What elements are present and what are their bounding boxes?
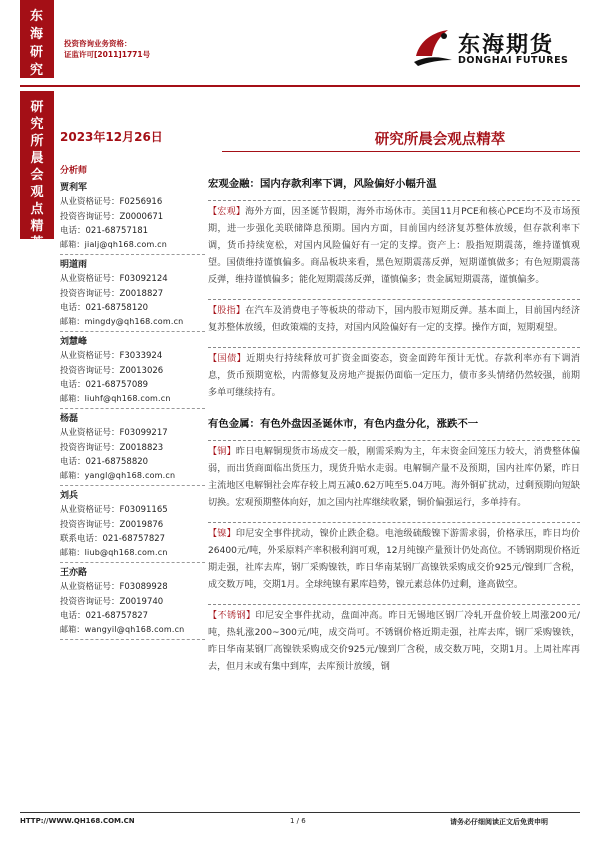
- side-report-tag: [20, 91, 54, 251]
- paragraph-copper: [208, 440, 580, 512]
- analyst-consult-cert: 投资咨询证号：Z0018823: [60, 442, 164, 453]
- company-logo: [410, 26, 580, 70]
- analyst-label: 分析师: [60, 166, 88, 176]
- analyst-card: [60, 181, 205, 255]
- paragraph-divider: [208, 200, 580, 201]
- top-section-tag: [20, 0, 54, 78]
- analyst-name: 杨磊: [60, 414, 79, 425]
- paragraph-divider: [208, 604, 580, 605]
- analyst-card: [60, 412, 205, 486]
- analyst-email: 邮箱：wangyil@qh168.com.cn: [60, 623, 205, 640]
- analyst-card: [60, 489, 205, 563]
- analyst-panel: [60, 164, 205, 641]
- qualification-line-2: 证监许可[2011]1771号: [64, 50, 151, 59]
- analyst-email: 邮箱：jialj@qh168.com.cn: [60, 238, 205, 255]
- analyst-card: [60, 335, 205, 409]
- analyst-email: 邮箱：liub@qh168.com.cn: [60, 546, 205, 563]
- analyst-phone: 电话：021-68758820: [60, 456, 149, 467]
- analyst-consult-cert: 投资咨询证号：Z0019740: [60, 596, 164, 607]
- footer-website-link[interactable]: HTTP://WWW.QH168.COM.CN: [20, 817, 135, 825]
- logo-english-name: DONGHAI FUTURES: [458, 55, 569, 66]
- footer-divider: [20, 812, 580, 813]
- paragraph-divider: [208, 522, 580, 523]
- analyst-cert: 从业资格证号：F0256916: [60, 197, 163, 208]
- report-date: 2023年12月26日: [60, 130, 163, 144]
- paragraph-divider: [208, 299, 580, 300]
- paragraph-lead: 【镍】: [208, 529, 236, 539]
- logo-mark-icon: [410, 26, 454, 68]
- analyst-cert: 从业资格证号：F03099217: [60, 428, 168, 439]
- analyst-phone: 电话：021-68758120: [60, 302, 149, 313]
- logo-chinese-name: 东海期货: [458, 32, 555, 58]
- header-divider: [20, 85, 580, 87]
- paragraph-text: 印尼安全事件扰动，盘面冲高。昨日无锡地区钢厂冷轧开盘价较上周涨200元/吨，热轧涨200~300元/吨，成交尚可。不锈钢价格近期走强，社库去库，钢厂采购镍铁，昨日华南某钢厂高镍铁采购成交价925元/镍到厂含税，成交数万吨，交期1月。上周社库再去，但月末或有集中到库，去库预计放缓，钢: [208, 611, 580, 672]
- paragraph-lead: 【股指】: [208, 306, 246, 316]
- analyst-consult-cert: 投资咨询证号：Z0000671: [60, 211, 164, 222]
- paragraph-divider: [208, 440, 580, 441]
- paragraph-macro: [208, 200, 580, 289]
- paragraph-text: 在汽车及消费电子等板块的带动下，国内股市短期反弹。基本面上，目前国内经济复苏整体放缓，但政策端的支持，对国内风险偏好有一定的支撑。操作方面，短期观望。: [208, 306, 580, 333]
- analyst-consult-cert: 投资咨询证号：Z0019876: [60, 519, 164, 530]
- paragraph-lead: 【不锈钢】: [208, 611, 256, 621]
- side-tag-text: 研究所晨会观点精萃: [30, 100, 44, 251]
- disclaimer-note: 请务必仔细阅读正文后免责申明: [450, 818, 548, 826]
- paragraph-text: 昨日电解铜现货市场成交一般，刚需采购为主，年末资金回笼压力较大，消费整体偏弱，而出货商面临出货压力，现货升贴水走弱。电解铜产量不及预期，国内社库仍紧，昨日主流地区电解铜社会库存较上周五减0.62万吨至5.04万吨。海外铜矿扰动，过剩预期向短缺切换。宏观预期整体向好，加之国内社库继续收紧，铜价偏强运行，多单持有。: [208, 447, 580, 508]
- analyst-card: [60, 258, 205, 332]
- paragraph-text: 海外方面，因圣诞节假期，海外市场休市。美国11月PCE和核心PCE均不及市场预期，进一步强化美联储降息预期。国内方面，目前国内经济复苏整体放缓，但存款利率下调，货币持续宽松，对国内风险偏好有一定的支撑。资产上：股指短期震荡，维持谨慎观望。国债维持谨慎偏多。商品板块来看，黑色短期震荡反弹，短期谨慎做多；有色短期震荡反弹，维持谨慎偏多；能化短期震荡反弹，谨慎偏多；贵金属短期震荡，谨慎偏多。: [208, 207, 580, 285]
- analyst-phone: 电话：021-68757089: [60, 379, 149, 390]
- paragraph-lead: 【宏观】: [208, 207, 246, 217]
- analyst-phone: 电话：021-68757827: [60, 610, 149, 621]
- analyst-email: 邮箱：mingdy@qh168.com.cn: [60, 315, 205, 332]
- paragraph-bonds: [208, 347, 580, 402]
- analyst-email: 邮箱：liuhf@qh168.com.cn: [60, 392, 205, 409]
- section-heading-macro: 宏观金融：国内存款利率下调，风险偏好小幅升温: [208, 178, 437, 190]
- analyst-card: [60, 566, 205, 640]
- paragraph-lead: 【国债】: [208, 354, 247, 364]
- analyst-name: 明道雨: [60, 260, 88, 271]
- analyst-name: 王亦路: [60, 568, 88, 579]
- paragraph-nickel: [208, 522, 580, 594]
- analyst-phone: 联系电话：021-68757827: [60, 533, 166, 544]
- paragraph-lead: 【铜】: [208, 447, 236, 457]
- analyst-cert: 从业资格证号：F03091165: [60, 505, 168, 516]
- section-heading-metals: 有色金属：有色外盘因圣诞休市，有色内盘分化，涨跌不一: [208, 418, 479, 430]
- analyst-name: 刘慧峰: [60, 337, 88, 348]
- analyst-cert: 从业资格证号：F03092124: [60, 274, 168, 285]
- qualification-line-1: 投资咨询业务资格：: [64, 39, 132, 48]
- page-number: 1 / 6: [290, 817, 306, 825]
- paragraph-stainless-steel: [208, 604, 580, 676]
- analyst-phone: 电话：021-68757181: [60, 225, 149, 236]
- analyst-cert: 从业资格证号：F3033924: [60, 351, 163, 362]
- analyst-name: 刘兵: [60, 491, 79, 502]
- paragraph-stock-index: [208, 299, 580, 337]
- analyst-name: 贾利军: [60, 183, 88, 194]
- analyst-consult-cert: 投资咨询证号：Z0018827: [60, 288, 164, 299]
- main-content: [208, 176, 580, 686]
- report-title: 研究所晨会观点精萃: [374, 132, 506, 148]
- paragraph-text: 印尼安全事件扰动，镍价止跌企稳。电池级硫酸镍下游需求弱，价格承压，昨日均价26400元/吨，外采原料产率积极利润可观，12月纯镍产量预计仍处高位。不锈钢期现价格近期走强，社库去库，钢厂采购镍铁，昨日华南某钢厂高镍铁采购成交价925元/镍到厂含税，成交数万吨，交期1月。全球纯镍有累库趋势，镍元素总体仍过剩，逢高做空。: [208, 529, 580, 590]
- title-divider: [222, 151, 580, 152]
- analyst-consult-cert: 投资咨询证号：Z0013026: [60, 365, 164, 376]
- analyst-email: 邮箱：yangl@qh168.com.cn: [60, 469, 205, 486]
- paragraph-divider: [208, 347, 580, 348]
- paragraph-text: 近期央行持续释放可扩资金面姿态，资金面跨年预计无忧。存款利率亦有下调消息，货币预期宽松，内需修复及房地产提振仍面临一定压力，债市多头情绪仍然较强，前期多单可继续持有。: [208, 354, 580, 398]
- analyst-cert: 从业资格证号：F03089928: [60, 582, 168, 593]
- qualification-block: [64, 38, 150, 60]
- top-tag-text: 东海研究: [29, 9, 44, 78]
